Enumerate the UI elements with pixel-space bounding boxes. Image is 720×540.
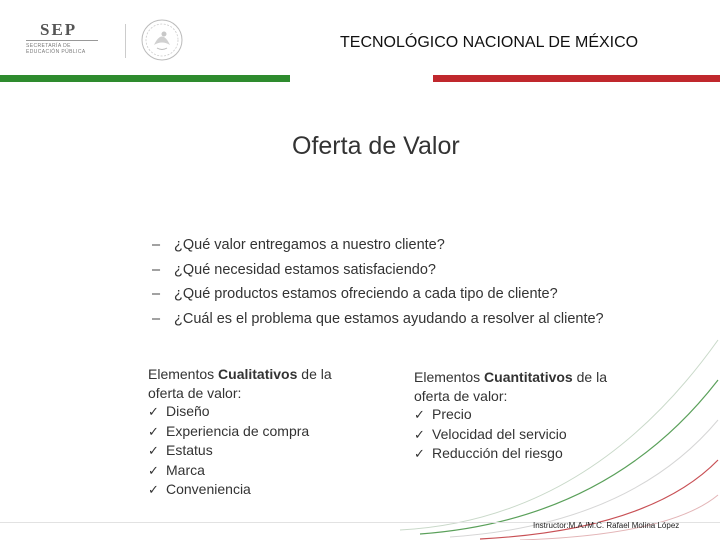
- checkmark-icon: ✓: [414, 407, 425, 422]
- sep-logo-subtitle: [26, 43, 86, 55]
- sep-logo-rule: [26, 40, 98, 41]
- institution-title: TECNOLÓGICO NACIONAL DE MÉXICO: [340, 34, 639, 51]
- header-divider: [125, 24, 126, 58]
- list-item: [148, 441, 332, 461]
- item-label: Conveniencia: [166, 481, 251, 497]
- heading-text: de la: [297, 366, 332, 382]
- heading-text: Elementos: [148, 366, 219, 382]
- instructor-credit: Instructor:M.A./M.C. Rafael Molina López: [533, 521, 680, 530]
- dash-icon: –: [152, 286, 161, 302]
- list-item: [148, 402, 332, 422]
- question-text: ¿Qué productos estamos ofreciendo a cada tipo de cliente?: [174, 286, 558, 302]
- checkmark-icon: ✓: [148, 404, 159, 419]
- qualitative-list: [148, 402, 332, 500]
- item-label: Estatus: [166, 442, 213, 458]
- heading-text: oferta de valor:: [148, 384, 242, 401]
- heading-text: Elementos: [414, 369, 485, 385]
- list-item: [152, 282, 604, 307]
- qualitative-elements: [148, 365, 332, 500]
- sep-logo-subtitle-line2: EDUCACIÓN PÚBLICA: [26, 49, 86, 55]
- checkmark-icon: ✓: [148, 482, 159, 497]
- dash-icon: –: [152, 261, 161, 278]
- checkmark-icon: ✓: [148, 462, 159, 478]
- dash-icon: –: [152, 310, 161, 327]
- dash-icon: –: [152, 237, 161, 253]
- sep-logo-icon: [22, 20, 97, 62]
- header-bar-green: [0, 75, 290, 82]
- question-list: [152, 233, 604, 331]
- decorative-swoosh: [390, 320, 720, 540]
- item-label: Precio: [432, 406, 472, 422]
- list-item: [152, 258, 604, 283]
- question-text: ¿Cuál es el problema que estamos ayudando a resolver al cliente?: [174, 310, 604, 327]
- list-item: [148, 461, 332, 481]
- mexico-seal-icon: [137, 18, 187, 62]
- heading-text: de la: [572, 369, 607, 385]
- item-label: Reducción del riesgo: [432, 445, 563, 461]
- item-label: Marca: [166, 461, 205, 478]
- list-item: [148, 480, 332, 500]
- list-item: [148, 422, 332, 442]
- header-bar-red: [433, 75, 720, 82]
- list-item: [152, 233, 604, 258]
- heading-bold: Cuantitativos: [484, 369, 573, 385]
- item-label: Diseño: [166, 403, 210, 419]
- sep-logo-subtitle-line1: SECRETARÍA DE: [26, 43, 71, 49]
- question-text: ¿Qué valor entregamos a nuestro cliente?: [174, 237, 445, 253]
- sep-logo-text: SEP: [40, 20, 78, 39]
- checkmark-icon: ✓: [148, 443, 159, 458]
- slide-title: Oferta de Valor: [292, 132, 460, 160]
- question-text: ¿Qué necesidad estamos satisfaciendo?: [174, 261, 436, 278]
- heading-text: oferta de valor:: [414, 387, 508, 404]
- item-label: Experiencia de compra: [166, 422, 310, 439]
- item-label: Velocidad del servicio: [432, 425, 567, 442]
- checkmark-icon: ✓: [414, 446, 425, 461]
- checkmark-icon: ✓: [148, 423, 159, 439]
- checkmark-icon: ✓: [414, 426, 425, 442]
- heading-bold: Cualitativos: [218, 366, 298, 382]
- qualitative-heading: [148, 365, 332, 402]
